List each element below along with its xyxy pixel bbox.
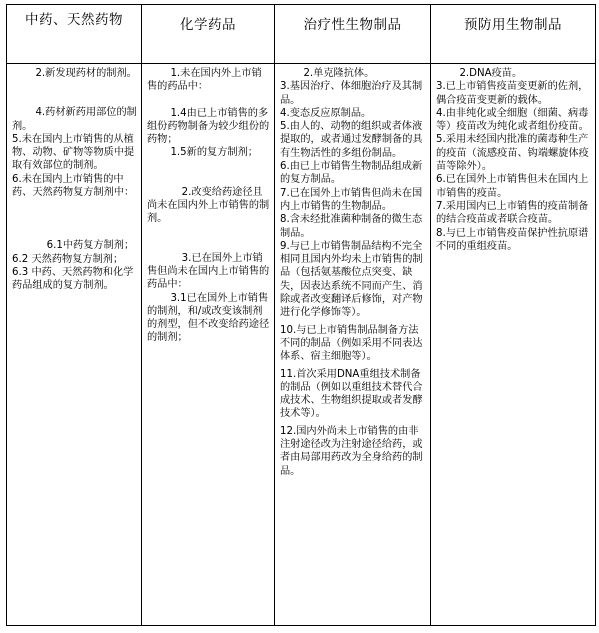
- header-label: 预防用生物制品: [464, 17, 562, 33]
- header-tcm-natural-medicine: [7, 5, 142, 64]
- list-item: 3.1已在国外上市销售的制剂，和/或改变该制剂的剂型，但不改变给药途径的制剂；: [147, 292, 270, 344]
- list-item: 1.未在国内外上市销售的药品中：: [147, 68, 262, 93]
- header-label: 治疗性生物制品: [303, 17, 402, 33]
- list-item: 7.采用国内已上市销售的疫苗制备的结合疫苗或者联合疫苗。: [436, 200, 589, 226]
- list-item: 6.3 中药、天然药物和化学药品组成的复方制剂。: [12, 266, 134, 292]
- cell-therapeutic-biologics: [275, 64, 431, 626]
- table-body-row: [7, 64, 596, 626]
- list-item: 9.与已上市销售制品结构不完全相同且国内外均未上市销售的制品（包括氨基酸位点突变、缺失，因表达系统不同而产生、消除或者改变翻译后修饰，对产物进行化学修饰等）。: [280, 240, 423, 319]
- list-item: 10.与已上市销售制品制备方法不同的制品（例如采用不同表达体系、宿主细胞等）。: [280, 324, 423, 363]
- cell-preventive-biologics: [431, 64, 596, 626]
- list-item: 11.首次采用DNA重组技术制备的制品（例如以重组技术替代合成技术、生物组织提取或者发酵技术等）。: [280, 368, 423, 420]
- list-item: 3.已在国外上市销售但尚未在国内上市销售的药品中：: [147, 252, 270, 291]
- list-item: 5.未在国内上市销售的从植物、动物、矿物等物质中提取有效部位的制剂。: [12, 133, 135, 172]
- drug-registration-category-table: [6, 4, 596, 626]
- list-item: 6.未在国内上市销售的中药、天然药物复方制剂中：: [12, 173, 135, 199]
- list-item: 8.含未经批准菌种制备的微生态制品。: [280, 214, 423, 239]
- list-item: 8.与已上市销售疫苗保护性抗原谱不同的重组疫苗。: [436, 227, 589, 252]
- list-item: 6.已在国外上市销售但未在国内上市销售的疫苗。: [436, 174, 589, 199]
- list-item: 6.2 天然药物复方制剂；: [12, 253, 124, 265]
- list-item: 4.变态反应原制品。: [280, 107, 372, 119]
- list-item: 12.国内外尚未上市销售的由非注射途径改为注射途径给药，或者由局部用药改为全身给药的制品。: [280, 425, 423, 477]
- list-item: 1.5新的复方制剂；: [170, 147, 258, 159]
- list-item: 5.采用未经国内批准的菌毒种生产的疫苗（流感疫苗、钩端螺旋体疫苗等除外）。: [436, 134, 589, 173]
- table-header-row: [7, 5, 596, 64]
- list-item: 6.1中药复方制剂；: [46, 240, 135, 252]
- list-item: 4.药材新药用部位的制剂。: [12, 107, 137, 132]
- header-chemical-drugs: [142, 5, 275, 64]
- header-therapeutic-biologics: [275, 5, 431, 64]
- list-item: 1.4由已上市销售的多组份药物制备为较少组份的药物；: [147, 107, 270, 146]
- header-label: 化学药品: [180, 17, 236, 33]
- list-item: 3.已上市销售疫苗变更新的佐剂，偶合疫苗变更新的载体。: [436, 81, 589, 106]
- list-item: 2.改变给药途径且尚未在国内外上市销售的制剂。: [147, 186, 270, 225]
- header-preventive-biologics: [431, 5, 596, 64]
- list-item: 3.基因治疗、体细胞治疗及其制品。: [280, 81, 423, 106]
- list-item: 7.已在国外上市销售但尚未在国内上市销售的生物制品。: [280, 187, 423, 212]
- header-label: 中药、天然药物: [25, 12, 123, 28]
- cell-tcm-natural-medicine: [7, 64, 142, 626]
- cell-chemical-drugs: [142, 64, 275, 626]
- list-item: 4.由非纯化或全细胞（细菌、病毒等）疫苗改为纯化或者组份疫苗。: [436, 107, 589, 133]
- list-item: 5.由人的、动物的组织或者体液提取的，或者通过发酵制备的具有生物活性的多组份制品。: [280, 121, 423, 159]
- list-item: 2.新发现药材的制剂。: [35, 68, 137, 79]
- list-item: 2.单克隆抗体。: [303, 68, 375, 79]
- list-item: 2.DNA疫苗。: [459, 68, 523, 79]
- list-item: 6.由已上市销售生物制品组成新的复方制品。: [280, 161, 423, 186]
